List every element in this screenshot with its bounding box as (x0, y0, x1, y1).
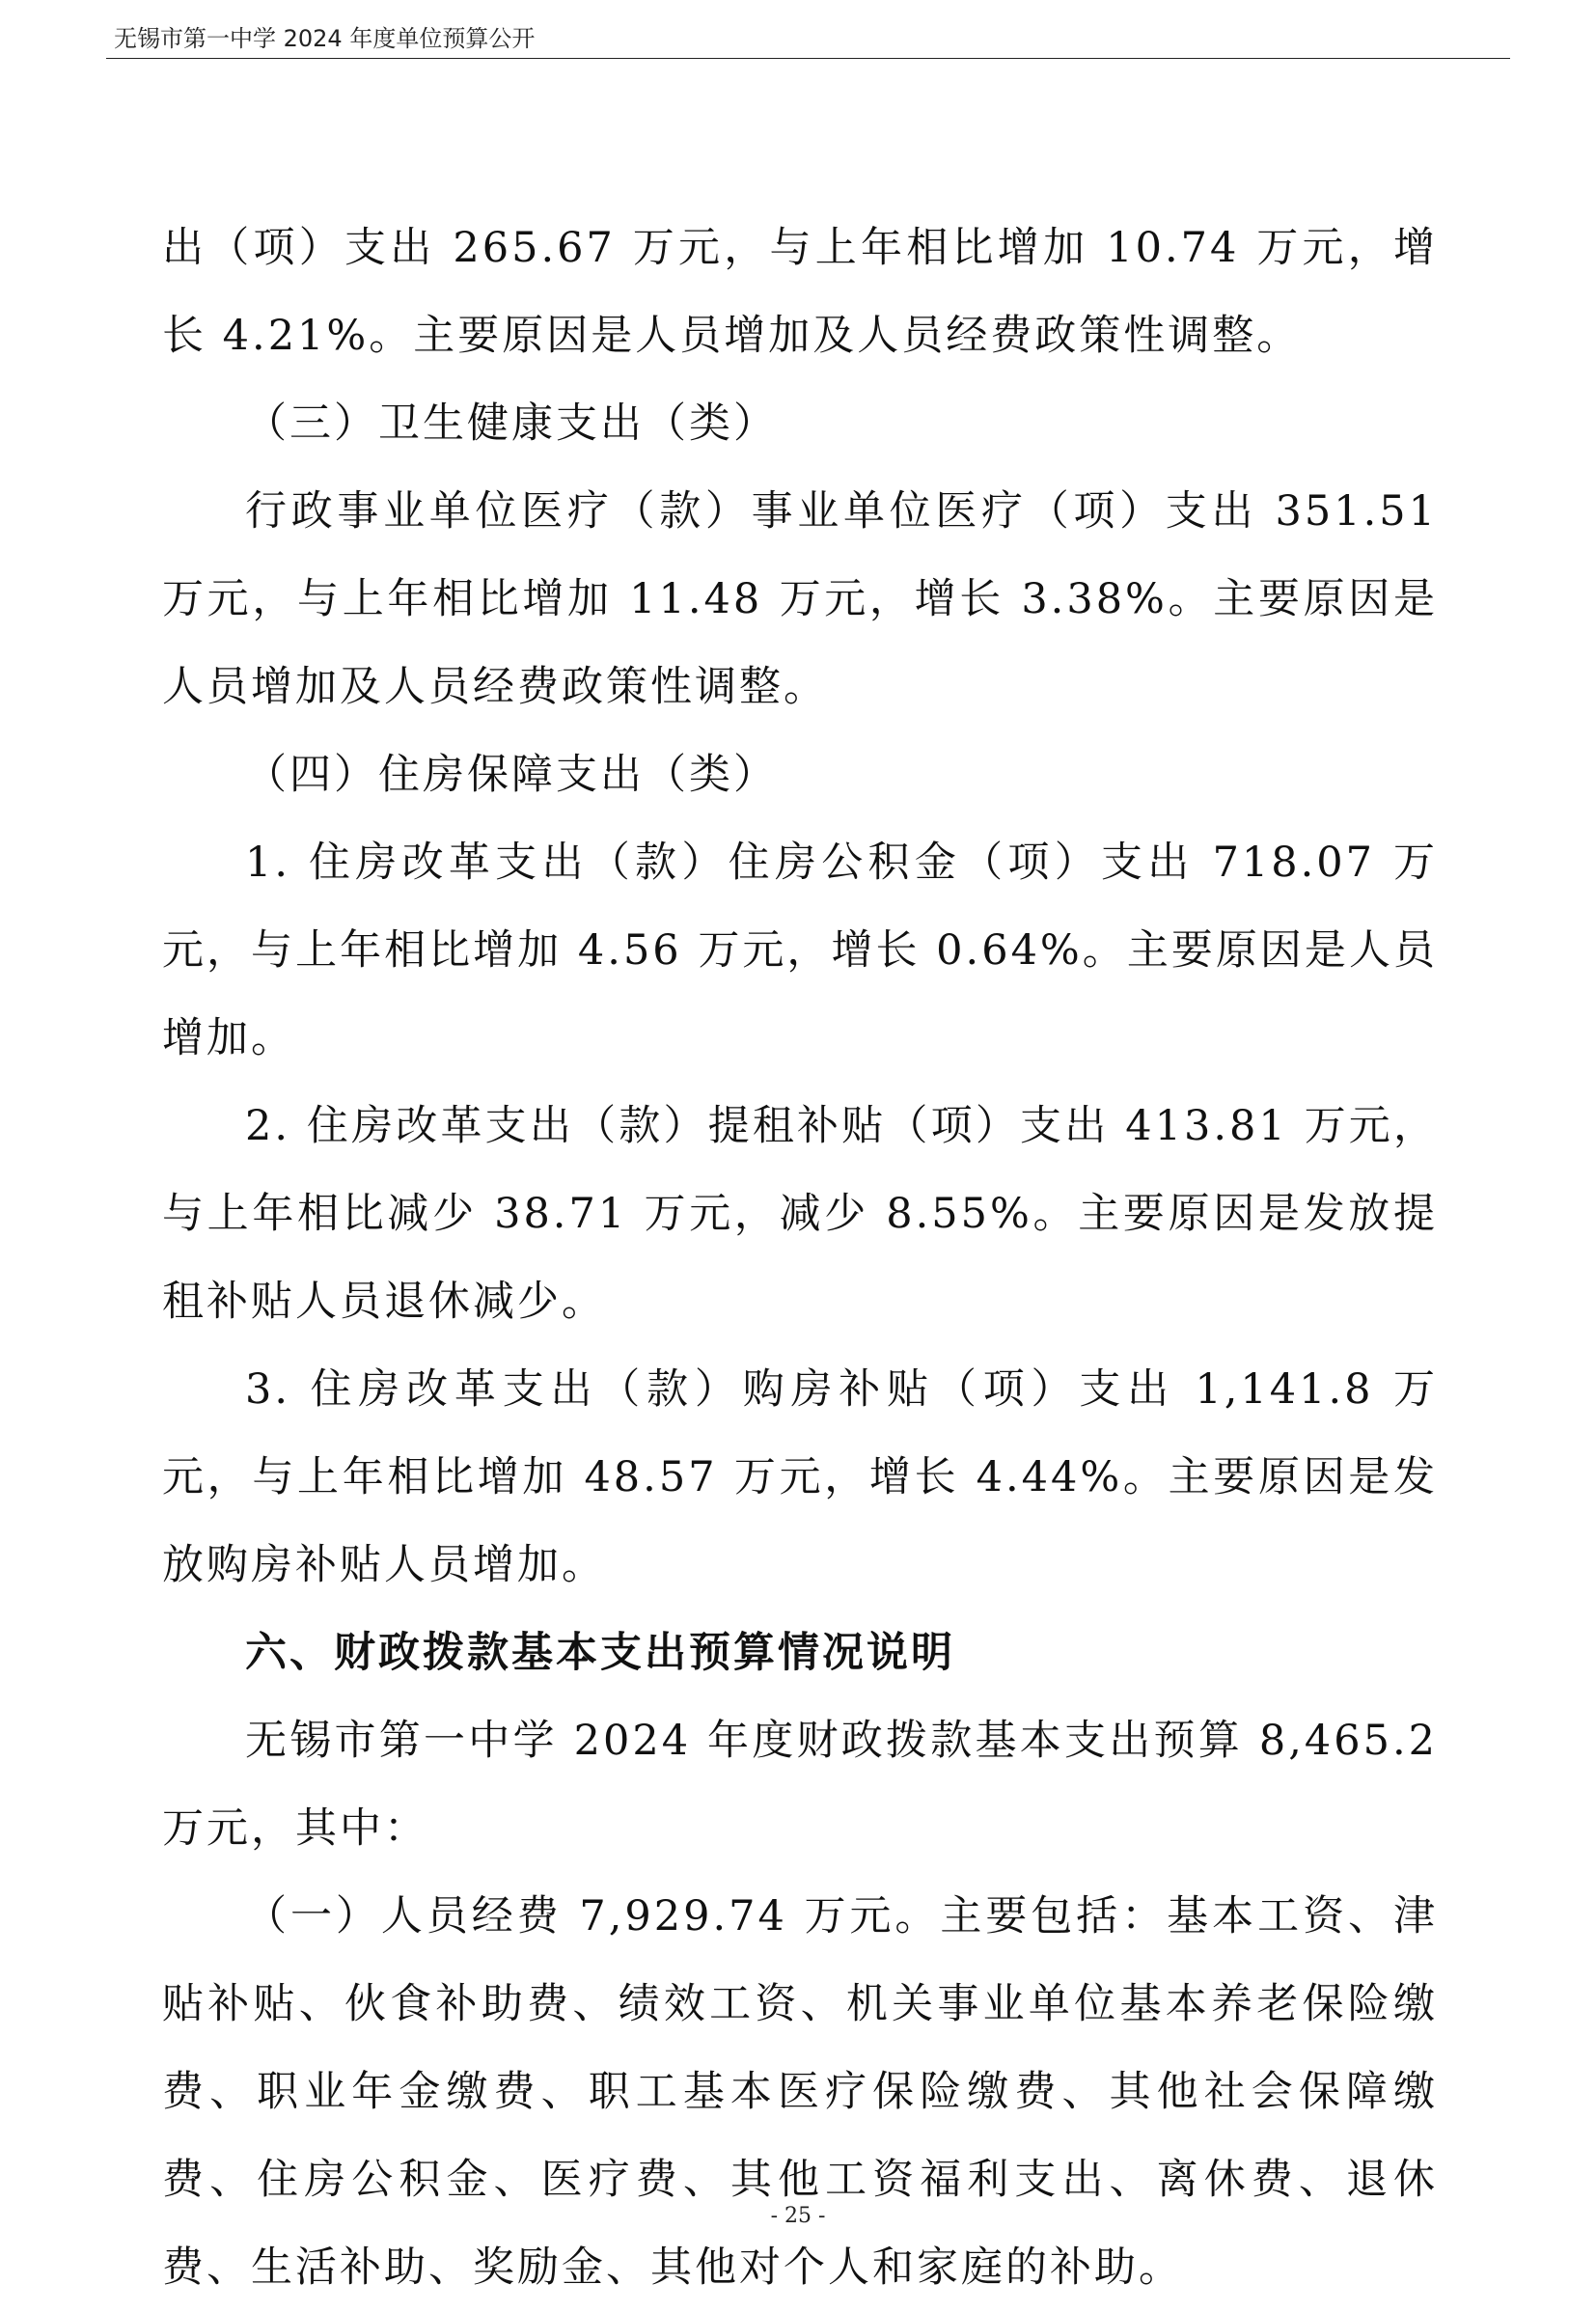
paragraph-personnel-expenses: （一）人员经费 7,929.74 万元。主要包括：基本工资、津贴补贴、伙食补助费、绩效工资、机关事业单位基本养老保险缴费、职业年金缴费、职工基本医疗保险缴费、其他社会保障缴费、住房公积金、医疗费、其他工资福利支出、离休费、退休费、生活补助、奖励金、其他对个人和家庭的补助。 (162, 1892, 1438, 2292)
header-title: 无锡市第一中学 2024 年度单位预算公开 (114, 25, 536, 52)
paragraph-medical-expenditure: 行政事业单位医疗（款）事业单位医疗（项）支出 351.51 万元，与上年相比增加 11.48 万元，增长 3.38%。主要原因是人员增加及人员经费政策性调整。 (162, 487, 1438, 711)
paragraph-purchase-subsidy: 3. 住房改革支出（款）购房补贴（项）支出 1,141.8 万元，与上年相比增加 48.57 万元，增长 4.44%。主要原因是发放购房补贴人员增加。 (162, 1365, 1438, 1589)
paragraph-continued-expenditure: 出（项）支出 265.67 万元，与上年相比增加 10.74 万元，增长 4.21%。主要原因是人员增加及人员经费政策性调整。 (162, 224, 1438, 360)
section-six-heading: 六、财政拨款基本支出预算情况说明 (245, 1629, 955, 1677)
page-number: - 25 - (770, 2204, 826, 2228)
paragraph-rent-subsidy: 2. 住房改革支出（款）提租补贴（项）支出 413.81 万元，与上年相比减少 38.71 万元，减少 8.55%。主要原因是发放提租补贴人员退休减少。 (162, 1102, 1438, 1326)
paragraph-housing-fund: 1. 住房改革支出（款）住房公积金（项）支出 718.07 万元，与上年相比增加 4.56 万元，增长 0.64%。主要原因是人员增加。 (162, 839, 1438, 1062)
section-health-heading: （三）卫生健康支出（类） (245, 399, 778, 448)
document-body (162, 205, 1438, 2312)
paragraph-basic-expenditure-total: 无锡市第一中学 2024 年度财政拨款基本支出预算 8,465.2 万元，其中： (162, 1717, 1438, 1853)
page-header (106, 21, 1510, 59)
section-housing-heading: （四）住房保障支出（类） (245, 751, 778, 799)
